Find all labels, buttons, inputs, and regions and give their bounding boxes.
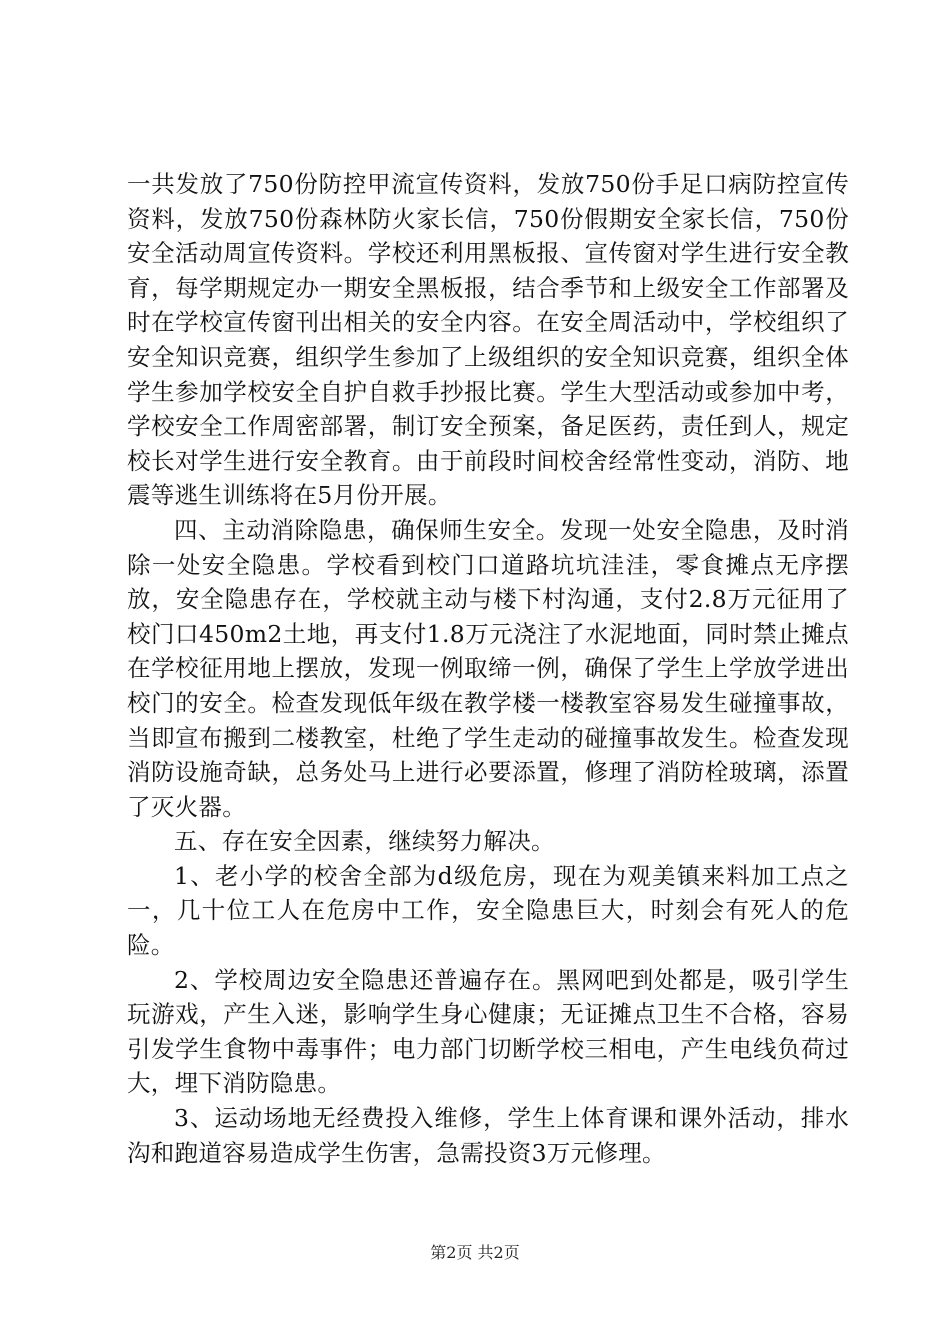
list-item-3: 3、运动场地无经费投入维修，学生上体育课和课外活动，排水沟和跑道容易造成学生伤害，急需投资3万元修理。 — [127, 1104, 849, 1167]
paragraph-1: 一共发放了750份防控甲流宣传资料，发放750份手足口病防控宣传资料，发放750份森林防火家长信，750份假期安全家长信，750份安全活动周宣传资料。学校还利用黑板报、宣传窗对学生进行安全教育，每学期规定办一期安全黑板报，结合季节和上级安全工作部署及时在学校宣传窗刊出相关的安全内容。在安全周活动中，学校组织了安全知识竞赛，组织学生参加了上级组织的安全知识竞赛，组织全体学生参加学校安全自护自救手抄报比赛。学生大型活动或参加中考，学校安全工作周密部署，制订安全预案，备足医药，责任到人，规定校长对学生进行安全教育。由于前段时间校舍经常性变动，消防、地震等逃生训练将在5月份开展。 — [127, 170, 849, 510]
paragraph-2: 四、主动消除隐患，确保师生安全。发现一处安全隐患，及时消除一处安全隐患。学校看到校门口道路坑坑洼洼，零食摊点无序摆放，安全隐患存在，学校就主动与楼下村沟通，支付2.8万元征用了校门口450m2土地，再支付1.8万元浇注了水泥地面，同时禁止摊点在学校征用地上摆放，发现一例取缔一例，确保了学生上学放学进出校门的安全。检查发现低年级在教学楼一楼教室容易发生碰撞事故，当即宣布搬到二楼教室，杜绝了学生走动的碰撞事故发生。检查发现消防设施奇缺，总务处马上进行必要添置，修理了消防栓玻璃，添置了灭火器。 — [127, 515, 849, 821]
document-body — [127, 167, 849, 1170]
list-item-2: 2、学校周边安全隐患还普遍存在。黑网吧到处都是，吸引学生玩游戏，产生入迷，影响学生身心健康；无证摊点卫生不合格，容易引发学生食物中毒事件；电力部门切断学校三相电，产生电线负荷过大，埋下消防隐患。 — [127, 965, 849, 1098]
list-item-1: 1、老小学的校舍全部为d级危房，现在为观美镇来料加工点之一，几十位工人在危房中工作，安全隐患巨大，时刻会有死人的危险。 — [127, 861, 849, 960]
section-heading: 五、存在安全因素，继续努力解决。 — [174, 827, 555, 856]
page-footer: 第2页 共2页 — [430, 1243, 520, 1262]
